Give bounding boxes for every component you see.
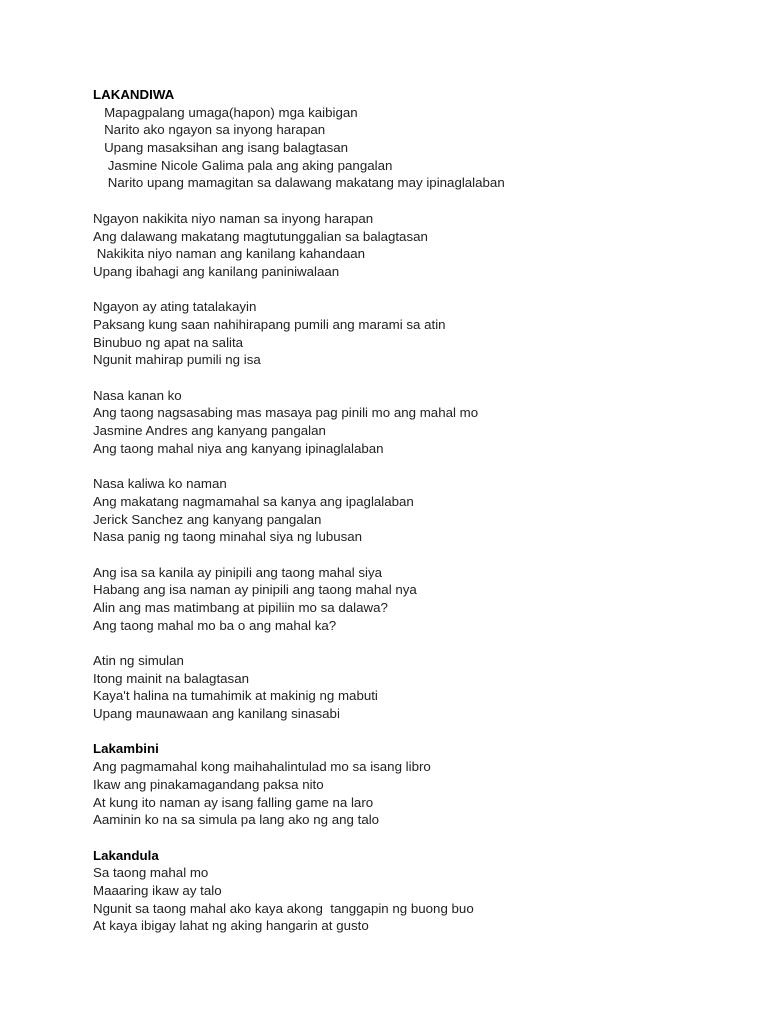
poem-line: Habang ang isa naman ay pinipili ang taong mahal nya: [93, 582, 417, 598]
poem-line: At kung ito naman ay isang falling game na laro: [93, 794, 374, 810]
poem-body: [93, 86, 733, 953]
poem-line: Jasmine Nicole Galima pala ang aking pangalan: [93, 157, 393, 173]
poem-line: Atin ng simulan: [93, 653, 184, 668]
poem-line: At kaya ibigay lahat ng aking hangarin at gusto: [93, 918, 369, 934]
stanza: [93, 475, 733, 546]
poem-line: Aaminin ko na sa simula pa lang ako ng ang talo: [93, 812, 380, 828]
poem-line: Ikaw ang pinakamagandang paksa nito: [93, 776, 324, 792]
poem-line: Ngunit sa taong mahal ako kaya akong tanggapin ng buong buo: [93, 900, 474, 916]
poem-line: Jasmine Andres ang kanyang pangalan: [93, 423, 326, 439]
stanza-lakandula: [93, 847, 733, 935]
poem-line: Upang maunawaan ang kanilang sinasabi: [93, 706, 340, 722]
poem-line: Nasa panig ng taong minahal siya ng lubusan: [93, 529, 363, 545]
poem-line: Itong mainit na balagtasan: [93, 670, 249, 686]
poem-line: Sa taong mahal mo: [93, 865, 209, 881]
poem-line: Nakikita niyo naman ang kanilang kahandaan: [93, 246, 366, 262]
poem-line: Kaya't halina na tumahimik at makinig ng mabuti: [93, 688, 378, 704]
poem-line: Nasa kanan ko: [93, 387, 182, 403]
poem-line: Upang ibahagi ang kanilang paniniwalaan: [93, 263, 340, 279]
poem-line: Ang makatang nagmamahal sa kanya ang ipaglalaban: [93, 493, 414, 509]
poem-line: Nasa kaliwa ko naman: [93, 476, 227, 492]
stanza: [93, 298, 733, 369]
poem-line: Mapagpalang umaga(hapon) mga kaibigan: [93, 104, 358, 120]
stanza: [93, 564, 733, 635]
poem-line: Maaaring ikaw ay talo: [93, 882, 222, 898]
poem-line: Ang isa sa kanila ay pinipili ang taong mahal siya: [93, 564, 383, 580]
poem-line: Ang dalawang makatang magtutunggalian sa balagtasan: [93, 228, 428, 244]
speaker-heading-lakandiwa: LAKANDIWA: [93, 87, 175, 102]
poem-line: Narito ako ngayon sa inyong harapan: [93, 122, 326, 138]
poem-line: Narito upang mamagitan sa dalawang makatang may ipinaglalaban: [93, 175, 505, 191]
poem-line: Binubuo ng apat na salita: [93, 334, 244, 350]
speaker-heading-lakambini: Lakambini: [93, 741, 159, 757]
stanza: [93, 652, 733, 723]
poem-line: Jerick Sanchez ang kanyang pangalan: [93, 511, 322, 527]
stanza: [93, 387, 733, 458]
poem-line: Ngayon ay ating tatalakayin: [93, 299, 257, 315]
poem-line: Ngunit mahirap pumili ng isa: [93, 352, 261, 368]
speaker-heading-lakandula: Lakandula: [93, 847, 159, 863]
poem-line: Upang masaksihan ang isang balagtasan: [93, 140, 349, 156]
poem-line: Ang taong mahal niya ang kanyang ipinaglalaban: [93, 440, 384, 456]
poem-line: Alin ang mas matimbang at pipiliin mo sa dalawa?: [93, 599, 388, 615]
poem-line: Ang taong nagsasabing mas masaya pag pinili mo ang mahal mo: [93, 405, 479, 421]
stanza: [93, 210, 733, 281]
stanza-lakandiwa-intro: [93, 86, 733, 192]
poem-line: Paksang kung saan nahihirapang pumili ang marami sa atin: [93, 316, 446, 332]
poem-line: Ang taong mahal mo ba o ang mahal ka?: [93, 617, 337, 633]
stanza-lakambini: [93, 740, 733, 828]
poem-line: Ang pagmamahal kong maihahalintulad mo sa isang libro: [93, 759, 431, 775]
poem-line: Ngayon nakikita niyo naman sa inyong harapan: [93, 210, 374, 226]
